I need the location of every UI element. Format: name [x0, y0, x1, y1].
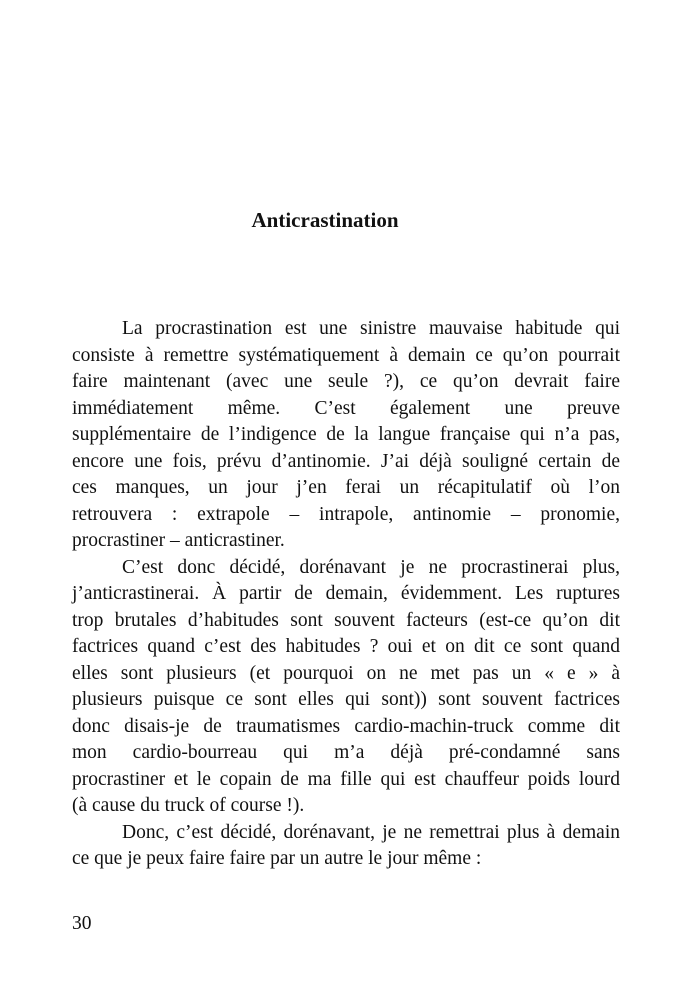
text-line: Donc, c’est décidé, dorénavant, je ne remettrai plus à demain — [122, 821, 620, 843]
body-text — [72, 316, 620, 873]
text-line: consiste à remettre systématiquement à demain ce qu’on pourrait — [72, 344, 620, 366]
chapter-title: Anticrastination — [251, 208, 399, 232]
text-line: plusieurs puisque ce sont elles qui sont)) sont souvent factrices — [72, 689, 620, 710]
text-line: retrouvera : extrapole – intrapole, antinomie – pronomie, — [72, 503, 620, 525]
text-line: ce que je peux faire faire par un autre le jour même : — [72, 848, 482, 869]
text-line: procrastiner – anticrastiner. — [72, 530, 285, 551]
text-line: trop brutales d’habitudes sont souvent facteurs (est-ce qu’on dit — [72, 609, 620, 631]
text-line: j’anticrastinerai. À partir de demain, évidemment. Les ruptures — [72, 583, 620, 604]
text-line: C’est donc décidé, dorénavant je ne procrastinerai plus, — [122, 556, 620, 578]
text-line: elles sont plusieurs (et pourquoi on ne met pas un « e » à — [72, 662, 620, 684]
text-line: ces manques, un jour j’en ferai un récapitulatif où l’on — [72, 477, 620, 498]
text-line: encore une fois, prévu d’antinomie. J’ai déjà souligné certain de — [72, 450, 620, 472]
text-line: La procrastination est une sinistre mauvaise habitude qui — [122, 318, 620, 339]
text-line: factrices quand c’est des habitudes ? oui et on dit ce sont quand — [72, 636, 620, 657]
text-line: (à cause du truck of course !). — [72, 795, 305, 816]
text-line: immédiatement même. C’est également une preuve — [72, 397, 620, 419]
text-line: procrastiner et le copain de ma fille qui est chauffeur poids lourd — [72, 768, 620, 790]
text-line: supplémentaire de l’indigence de la langue française qui n’a pas, — [72, 424, 620, 445]
page-number: 30 — [72, 913, 92, 934]
text-line: mon cardio-bourreau qui m’a déjà pré-condamné sans — [72, 742, 620, 763]
text-line: donc disais-je de traumatismes cardio-machin-truck comme dit — [72, 715, 620, 737]
text-line: faire maintenant (avec une seule ?), ce qu’on devrait faire — [72, 371, 620, 392]
